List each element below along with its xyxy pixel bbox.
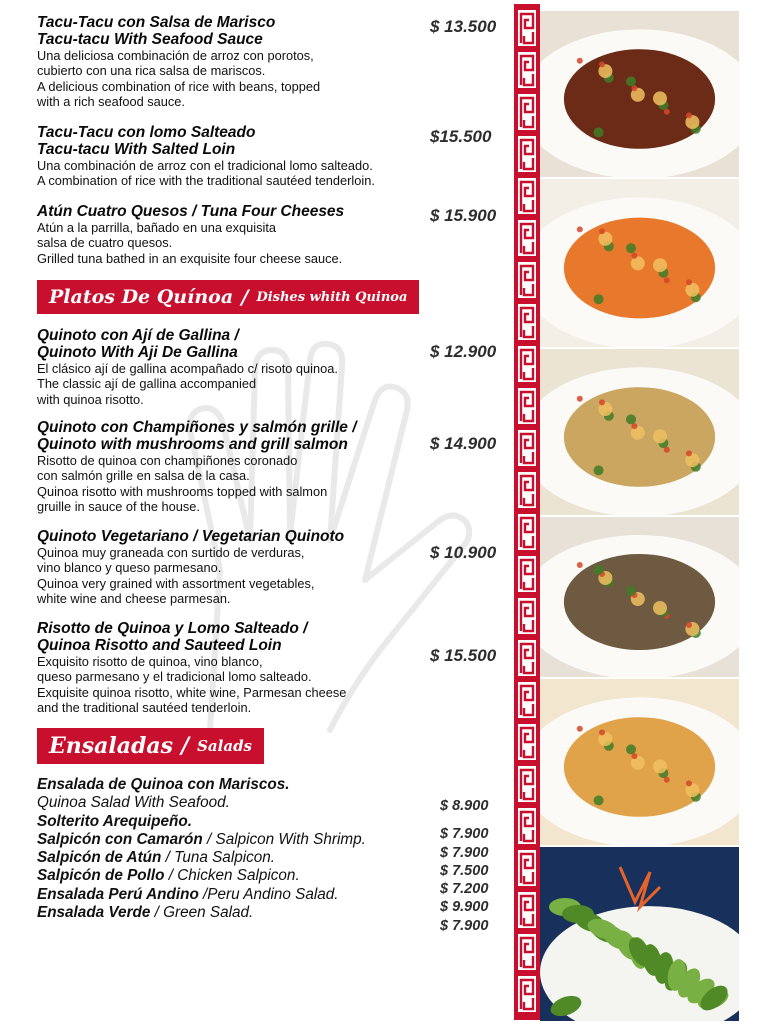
decorative-border bbox=[514, 4, 540, 1020]
dish-item bbox=[37, 620, 507, 716]
banner-subtitle: Salads bbox=[197, 737, 252, 755]
salad-row bbox=[37, 794, 507, 812]
dish-desc-line: Quinoa muy graneada con surtido de verduras, bbox=[37, 545, 305, 560]
salad-row bbox=[37, 813, 507, 831]
salad-row bbox=[37, 831, 507, 849]
banner-separator: / bbox=[241, 285, 249, 309]
seafood-sauce-photo bbox=[540, 179, 739, 347]
dish-desc-line: A combination of rice with the traditional sautéed tenderloin. bbox=[37, 173, 375, 189]
salad-name-en: / Green Salad. bbox=[150, 904, 254, 922]
greek-key-pattern-icon bbox=[514, 4, 540, 1020]
salad-price: $ 8.900 bbox=[440, 798, 489, 814]
salad-name-es: Salpicón de Pollo bbox=[37, 867, 165, 885]
salad-prices bbox=[440, 797, 488, 935]
banner-separator: / bbox=[181, 733, 190, 759]
dish-title-en: Tacu-tacu With Seafood Sauce bbox=[37, 31, 263, 48]
salad-price: $ 9.900 bbox=[440, 899, 489, 916]
section-banner-salads bbox=[37, 728, 264, 764]
salad-row bbox=[37, 849, 507, 867]
dish-title-en: Quinoa Risotto and Sauteed Loin bbox=[37, 637, 282, 654]
dish-desc-line: A delicious combination of rice with beans, topped bbox=[37, 78, 321, 94]
dish-desc-line: and the traditional sautéed tenderloin. bbox=[37, 700, 252, 716]
dish-price: $ 13.500 bbox=[430, 17, 497, 36]
dish-title-es: Tacu-Tacu con Salsa de Marisco bbox=[37, 14, 276, 31]
salad-name-en: Quinoa Salad With Seafood. bbox=[37, 794, 230, 812]
dish-price: $ 10.900 bbox=[430, 543, 497, 562]
dish-desc-line: The classic ají de gallina accompanied bbox=[37, 376, 257, 392]
dish-item bbox=[37, 327, 507, 407]
dish-desc-line: queso parmesano y el tradicional lomo salteado. bbox=[37, 669, 312, 685]
dish-desc-line: cubierto con una rica salsa de mariscos. bbox=[37, 63, 266, 79]
dish-desc-line: Grilled tuna bathed in an exquisite four cheese sauce. bbox=[37, 250, 343, 266]
banner-title: Platos De Quínoa bbox=[49, 286, 234, 308]
dish-price: $ 12.900 bbox=[430, 342, 497, 361]
seafood-quinoa-photo bbox=[540, 679, 739, 845]
salad-price: $ 7.500 bbox=[440, 862, 489, 879]
salad-name-es: Salpicón de Atún bbox=[37, 849, 162, 867]
dish-desc-line: Risotto de quinoa con champiñones coronado bbox=[37, 453, 298, 468]
section-banner-quinoa bbox=[37, 280, 419, 314]
dish-desc-line: Quinoa risotto with mushrooms topped with salmon bbox=[37, 483, 328, 499]
salad-name-es: Ensalada Verde bbox=[37, 904, 151, 922]
dish-title-es: Quinoto con Ají de Gallina / bbox=[37, 327, 239, 344]
salad-price: $ 7.900 bbox=[440, 844, 489, 861]
dish-desc-line: with quinoa risotto. bbox=[37, 391, 144, 407]
dish-desc-line: Una combinación de arroz con el tradicional lomo salteado. bbox=[37, 158, 373, 173]
dish-desc-line: Exquisite quinoa risotto, white wine, Parmesan cheese bbox=[37, 684, 347, 700]
dish-desc-line: salsa de cuatro quesos. bbox=[37, 235, 173, 251]
dish-title-es: Risotto de Quinoa y Lomo Salteado / bbox=[37, 620, 308, 637]
dish-price: $ 14.900 bbox=[430, 434, 497, 453]
dish-desc-line: con salmón grille en salsa de la casa. bbox=[37, 468, 250, 484]
salad-name-es: Solterito Arequipeño. bbox=[37, 812, 192, 830]
dish-title-es: Quinoto Vegetariano / Vegetarian Quinoto bbox=[37, 528, 345, 545]
dish-desc-line: El clásico ají de gallina acompañado c/ risoto quinoa. bbox=[37, 361, 338, 376]
salad-row bbox=[37, 776, 507, 794]
dish-desc-line: Quinoa very grained with assortment vegetables, bbox=[37, 575, 315, 591]
dish-title-en: Tacu-tacu With Salted Loin bbox=[37, 141, 236, 158]
banner-title: Ensaladas bbox=[49, 733, 174, 759]
salad-name-en: / Tuna Salpicon. bbox=[161, 849, 276, 867]
dish-item bbox=[37, 528, 507, 607]
dish-title-es: Tacu-Tacu con lomo Salteado bbox=[37, 124, 256, 141]
banner-subtitle: Dishes whith Quinoa bbox=[256, 289, 408, 305]
salad-price: $ 7.900 bbox=[440, 917, 489, 934]
octopus-photo bbox=[540, 11, 739, 177]
dish-price: $ 15.900 bbox=[430, 206, 497, 225]
dish-title-en: Quinoto With Aji De Gallina bbox=[37, 344, 238, 361]
vegetarian-quinoto-photo bbox=[540, 517, 739, 677]
dish-title-es: Quinoto con Champiñones y salmón grille / bbox=[37, 419, 357, 436]
green-salad-photo bbox=[540, 847, 739, 1021]
dish-desc-line: with a rich seafood sauce. bbox=[37, 94, 185, 110]
salad-name-en: / Salpicon With Shrimp. bbox=[202, 830, 366, 848]
salad-name-en: /Peru Andino Salad. bbox=[198, 885, 339, 903]
quinoto-aji-photo bbox=[540, 349, 739, 515]
dish-desc-line: Atún a la parrilla, bañado en una exquisita bbox=[37, 220, 277, 235]
dish-title-en: Quinoto with mushrooms and grill salmon bbox=[37, 436, 348, 453]
dish-desc-line: vino blanco y queso parmesano. bbox=[37, 560, 222, 576]
dish-price: $ 15.500 bbox=[430, 646, 497, 665]
dish-desc-line: white wine and cheese parmesan. bbox=[37, 591, 231, 607]
salad-name-es: Ensalada Perú Andino bbox=[37, 885, 199, 903]
salad-row bbox=[37, 867, 507, 885]
dish-price: $15.500 bbox=[430, 127, 492, 146]
salad-row bbox=[37, 886, 507, 904]
dish-desc-line: Exquisito risotto de quinoa, vino blanco, bbox=[37, 654, 263, 669]
salads-list bbox=[37, 776, 507, 922]
salad-name-es: Ensalada de Quinoa con Mariscos. bbox=[37, 776, 290, 793]
salad-price: $ 7.900 bbox=[440, 826, 489, 843]
dish-title-es: Atún Cuatro Quesos / Tuna Four Cheeses bbox=[37, 203, 345, 220]
salad-price: $ 7.200 bbox=[440, 881, 489, 898]
salad-name-es: Salpicón con Camarón bbox=[37, 830, 203, 848]
dish-desc-line: Una deliciosa combinación de arroz con porotos, bbox=[37, 48, 314, 63]
dish-desc-line: gruille in sauce of the house. bbox=[37, 499, 200, 515]
salad-row bbox=[37, 904, 507, 922]
salad-name-en: / Chicken Salpicon. bbox=[164, 867, 300, 885]
